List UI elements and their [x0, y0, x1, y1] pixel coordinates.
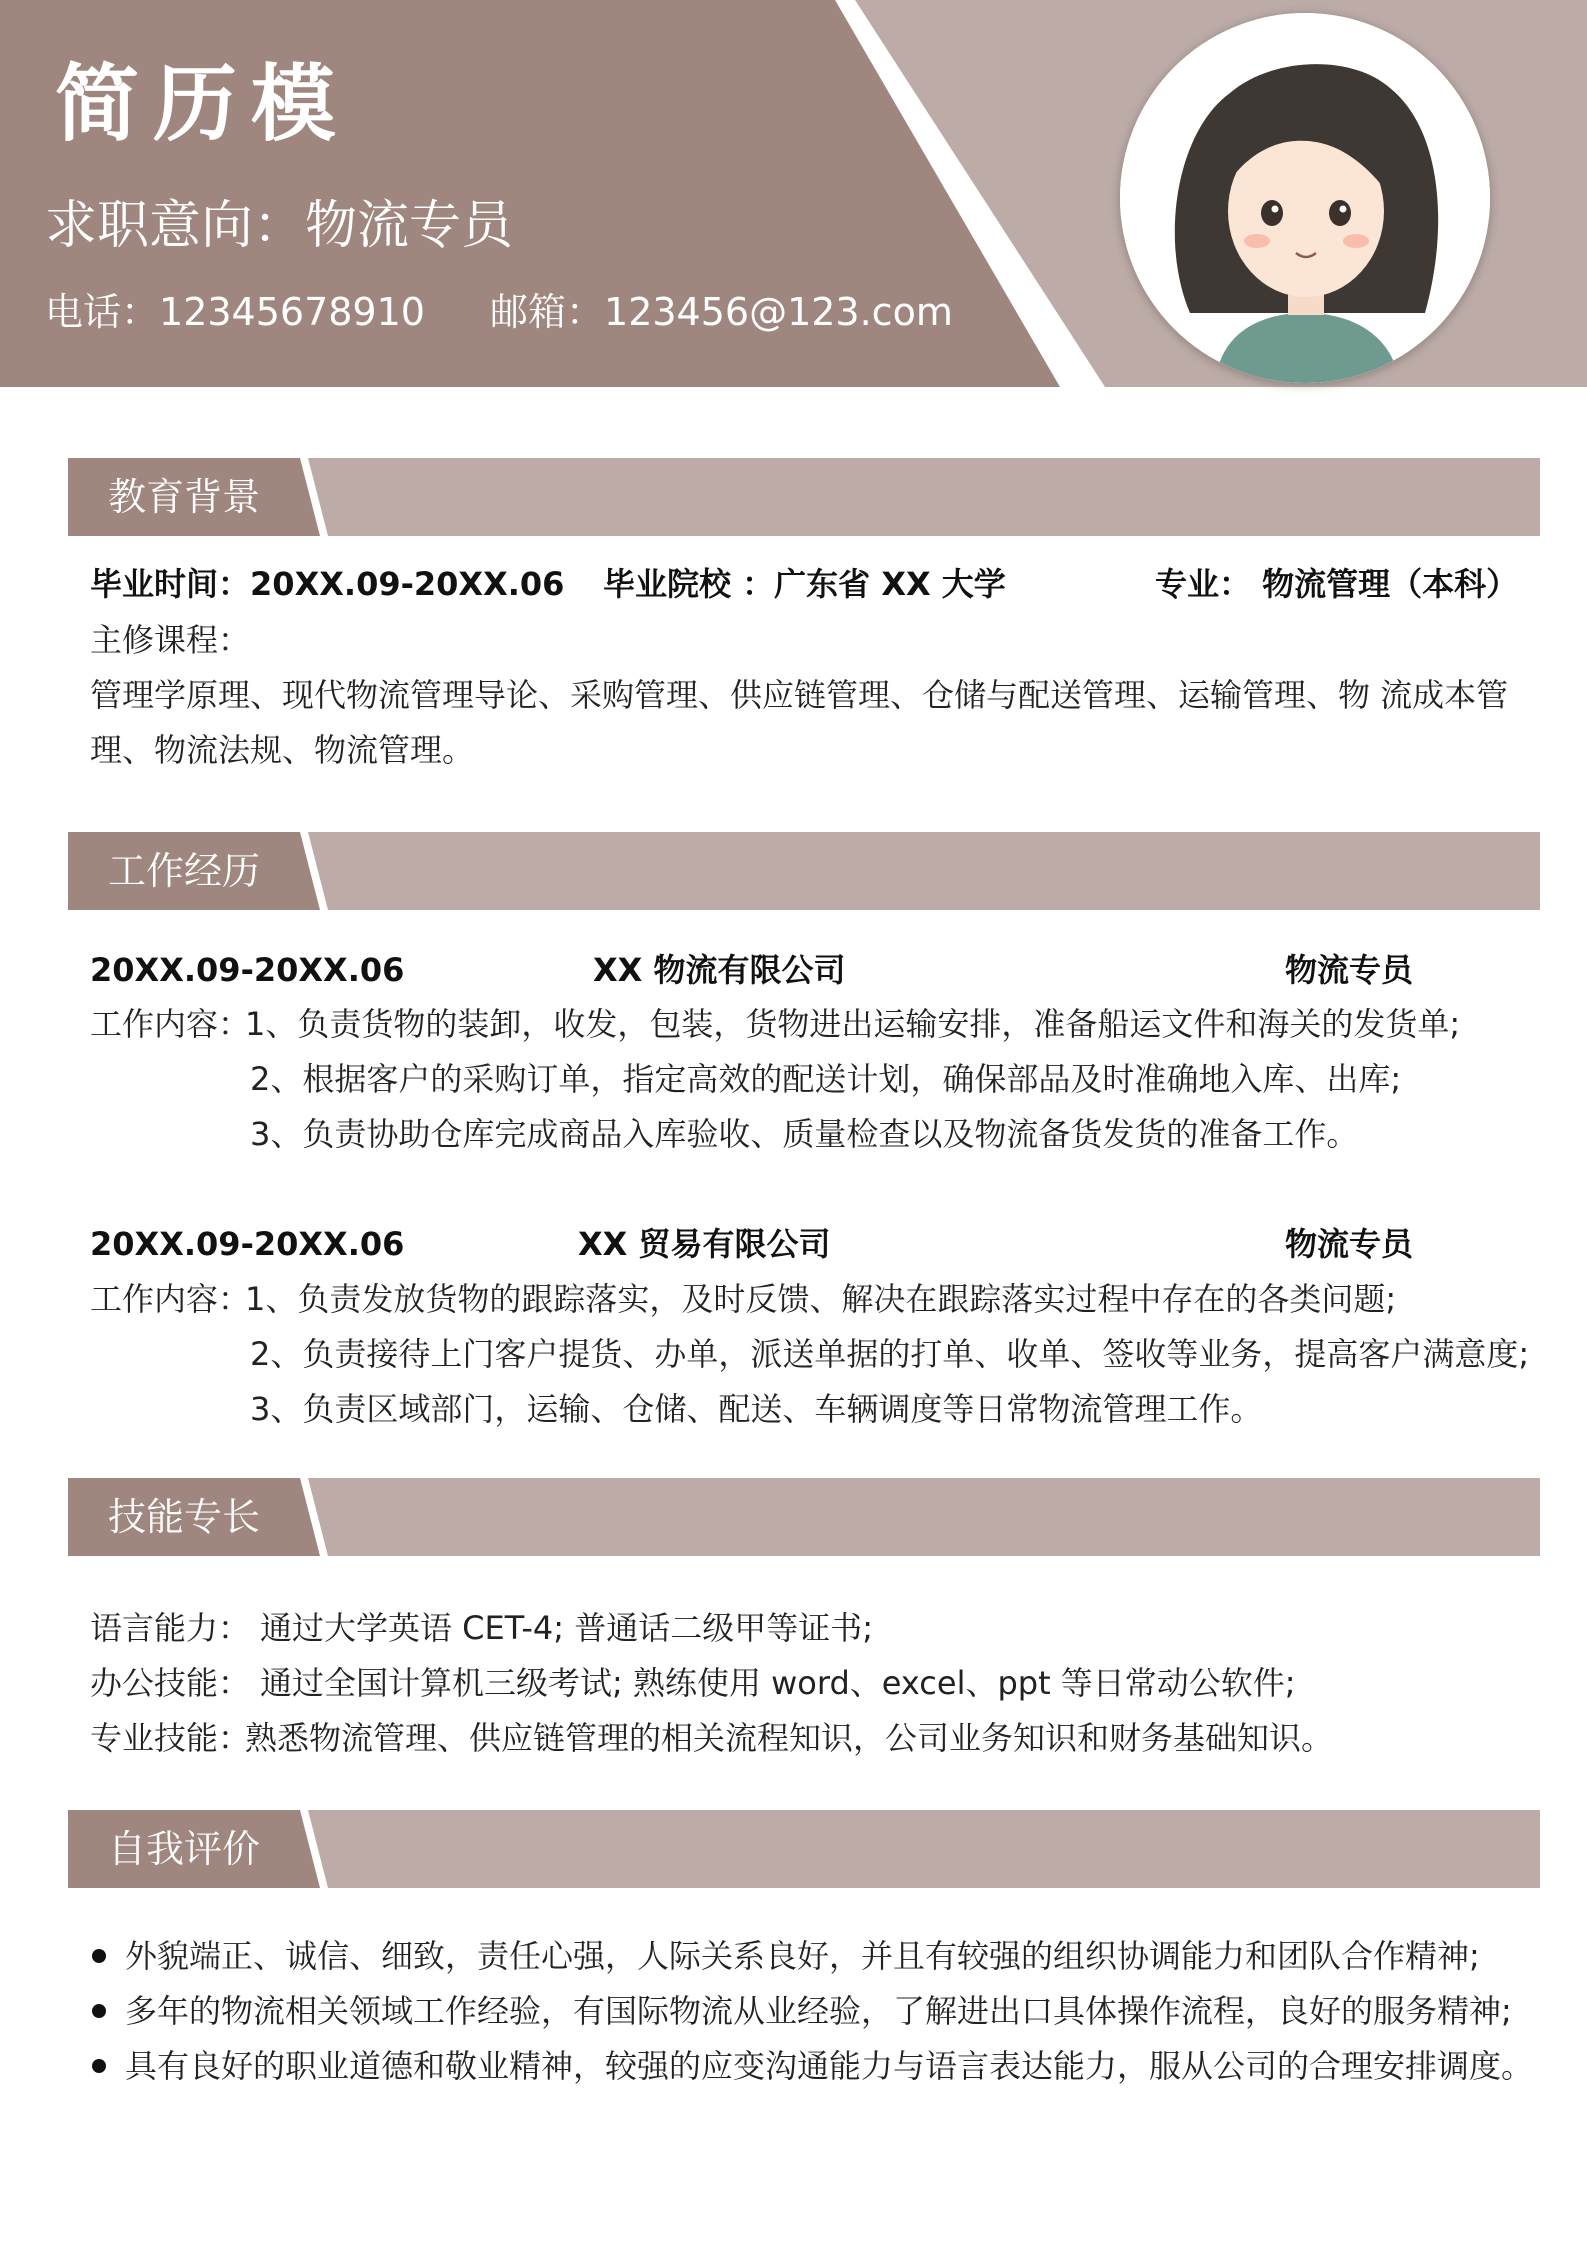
section-title: 工作经历: [108, 849, 261, 893]
school-value: 广东省 XX 大学: [774, 565, 1006, 603]
email-value: 123456@123.com: [604, 290, 953, 334]
section-header-bar: [68, 1478, 1540, 1556]
phone-label: 电话：: [45, 290, 160, 334]
school-label: 毕业院校: [603, 565, 732, 603]
job-1-duty: 2、根据客户的采购订单，指定高效的配送计划，确保部品及时准确地入库、出库;: [250, 1060, 1402, 1098]
courses-line-2: 理、物流法规、物流管理。: [90, 731, 475, 769]
grad-time: [90, 565, 565, 603]
email-label: 邮箱：: [490, 290, 605, 334]
job-2-content-label: 工作内容：: [90, 1280, 251, 1318]
skill-office-label: 办公技能：: [90, 1664, 251, 1702]
section-work: [68, 832, 1540, 910]
job-1-period: 20XX.09-20XX.06: [90, 951, 405, 989]
grad-time-value: 20XX.09-20XX.06: [250, 565, 565, 603]
avatar-illustration: [1120, 13, 1490, 383]
major-value: 物流管理（本科）: [1262, 565, 1519, 603]
skill-language-text: 通过大学英语 CET-4; 普通话二级甲等证书;: [260, 1609, 873, 1647]
phone: [45, 290, 425, 334]
major-colon: ：: [1219, 565, 1263, 603]
grad-time-colon: ：: [218, 565, 251, 603]
major: [1155, 565, 1519, 603]
job-2-company: XX 贸易有限公司: [578, 1225, 831, 1263]
section-header-bar: [68, 832, 1540, 910]
bullet-icon: [92, 2004, 106, 2018]
section-title: 技能专长: [108, 1495, 261, 1539]
candidate-name: 简历模: [55, 55, 350, 153]
self-eval-item: 多年的物流相关领域工作经验，有国际物流从业经验，了解进出口具体操作流程，良好的服务精神;: [125, 1992, 1512, 2030]
job-1-content-label: 工作内容：: [90, 1005, 251, 1043]
school: [603, 565, 1006, 603]
section-title: 教育背景: [108, 475, 261, 519]
job-1-company: XX 物流有限公司: [593, 951, 846, 989]
skill-office-text: 通过全国计算机三级考试; 熟练使用 word、excel、ppt 等日常动公软件;: [260, 1664, 1296, 1702]
job-2-role: 物流专员: [1285, 1225, 1414, 1263]
section-self-eval: [68, 1810, 1540, 1888]
self-eval-item: 具有良好的职业道德和敬业精神，较强的应变沟通能力与语言表达能力，服从公司的合理安排调度。: [125, 2047, 1534, 2085]
grad-time-label: 毕业时间: [90, 565, 219, 603]
section-education: [68, 458, 1540, 536]
job-2-duty: 2、负责接待上门客户提货、办单，派送单据的打单、收单、签收等业务，提高客户满意度;: [250, 1335, 1530, 1373]
skill-pro-label: 专业技能：: [90, 1719, 251, 1757]
section-title: 自我评价: [108, 1827, 261, 1871]
job-2-duty: 3、负责区域部门，运输、仓储、配送、车辆调度等日常物流管理工作。: [250, 1390, 1263, 1428]
section-header-bar: [68, 458, 1540, 536]
job-intent-label: 求职意向：: [45, 196, 306, 256]
avatar: [1120, 13, 1490, 383]
bullet-icon: [92, 1949, 106, 1963]
job-1-duty: 3、负责协助仓库完成商品入库验收、质量检查以及物流备货发货的准备工作。: [250, 1115, 1359, 1153]
bullet-icon: [92, 2059, 106, 2073]
job-1-role: 物流专员: [1285, 951, 1414, 989]
section-skills: [68, 1478, 1540, 1556]
job-2-period: 20XX.09-20XX.06: [90, 1225, 405, 1263]
school-colon: ：: [731, 565, 775, 603]
section-header-bar: [68, 1810, 1540, 1888]
job-2-duty: 1、负责发放货物的跟踪落实，及时反馈、解决在跟踪落实过程中存在的各类问题;: [245, 1280, 1397, 1318]
self-eval-item: 外貌端正、诚信、细致，责任心强，人际关系良好，并且有较强的组织协调能力和团队合作精神;: [125, 1937, 1480, 1975]
job-intent: [45, 196, 514, 256]
courses-line-1: 管理学原理、现代物流管理导论、采购管理、供应链管理、仓储与配送管理、运输管理、物 流成本管: [90, 676, 1509, 714]
skill-language-label: 语言能力：: [90, 1609, 251, 1647]
phone-value: 12345678910: [159, 290, 425, 334]
courses-label: 主修课程：: [90, 621, 251, 659]
job-1-duty: 1、负责货物的装卸，收发，包装，货物进出运输安排，准备船运文件和海关的发货单;: [245, 1005, 1461, 1043]
skill-pro-text: 熟悉物流管理、供应链管理的相关流程知识，公司业务知识和财务基础知识。: [245, 1719, 1334, 1757]
email: [490, 290, 953, 334]
major-label: 专业: [1155, 565, 1220, 603]
job-intent-value: 物流专员: [305, 196, 514, 256]
